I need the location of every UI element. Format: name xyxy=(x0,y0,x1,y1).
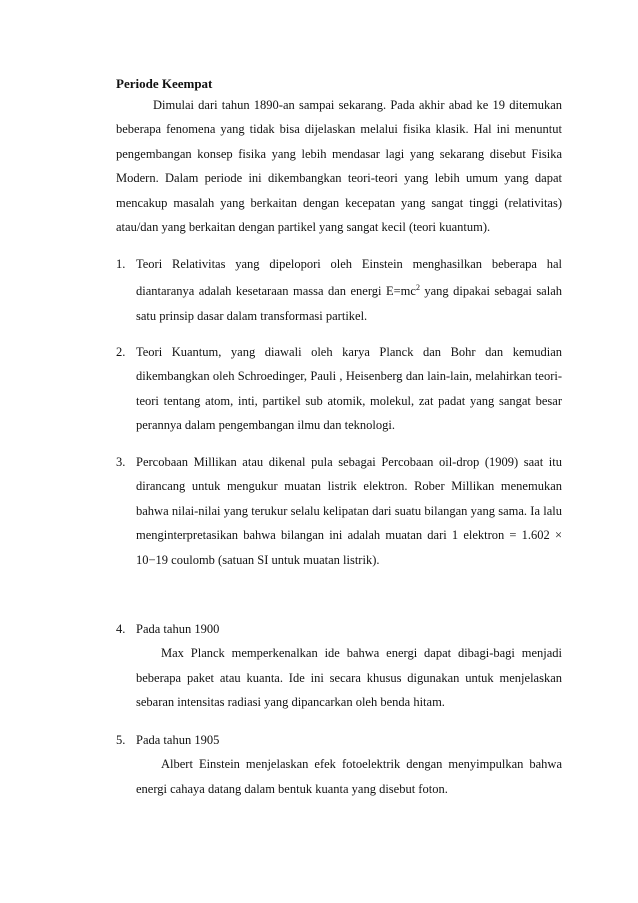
list-item-heading: Pada tahun 1900 xyxy=(136,622,220,636)
list-item xyxy=(116,450,562,572)
list-number: 2. xyxy=(116,345,126,359)
list-item-text: Max Planck memperkenalkan ide bahwa energi dapat dibagi-bagi menjadi beberapa paket atau kuanta. Ide ini secara khusus digunakan untuk menjelaskan sebaran intensitas radiasi yang dipancarkan oleh benda hitam. xyxy=(136,646,562,710)
list-number: 4. xyxy=(116,622,126,636)
list-item-text-part: yang dipakai sebagai salah satu prinsip dasar dalam transformasi partikel. xyxy=(136,284,562,323)
superscript: 2 xyxy=(415,283,420,293)
list-item xyxy=(116,617,562,715)
intro-paragraph: Dimulai dari tahun 1890-an sampai sekarang. Pada akhir abad ke 19 ditemukan beberapa fenomena yang tidak bisa dijelaskan melalui fisika klasik. Hal ini menuntut pengembangan konsep fisika yang lebih mendasar lagi yang sekarang disebut Fisika Modern. Dalam periode ini dikembangkan teori-teori yang lebih umum yang dapat mencakup masalah yang berkaitan dengan kecepatan yang sangat tinggi (relativitas) atau/dan yang berkaitan dengan partikel yang sangat kecil (teori kuantum). xyxy=(116,98,562,235)
section-heading: Periode Keempat xyxy=(116,76,213,91)
list-item-text-part: Teori Relativitas yang dipelopori oleh Einstein menghasilkan beberapa hal diantaranya adalah kesetaraan massa dan energi E=mc xyxy=(136,257,562,299)
list-item-heading: Pada tahun 1905 xyxy=(136,733,220,747)
list-number: 5. xyxy=(116,733,126,747)
list-item-text: Albert Einstein menjelaskan efek fotoelektrik dengan menyimpulkan bahwa energi cahaya datang dalam bentuk kuanta yang disebut foton. xyxy=(136,757,562,796)
list-number: 3. xyxy=(116,455,126,469)
list-item xyxy=(116,340,562,438)
list-item xyxy=(116,252,562,328)
list-item xyxy=(116,728,562,801)
list-item-text: Percobaan Millikan atau dikenal pula sebagai Percobaan oil-drop (1909) saat itu dirancang untuk mengukur muatan listrik elektron. Rober Millikan menemukan bahwa nilai-nilai yang terukur selalu kelipatan dari suatu bilangan yang sama. Ia lalu menginterpretasikan bahwa bilangan ini adalah muatan dari 1 elektron = 1.602 × 10−19 coulomb (satuan SI untuk muatan listrik). xyxy=(136,455,562,567)
list-item-text xyxy=(136,252,562,328)
list-number: 1. xyxy=(116,257,126,271)
list-item-text: Teori Kuantum, yang diawali oleh karya Planck dan Bohr dan kemudian dikembangkan oleh Schroedinger, Pauli , Heisenberg dan lain-lain, melahirkan teori-teori tentang atom, inti, partikel sub atomik, molekul, zat padat yang sangat besar perannya dalam pengembangan ilmu dan teknologi. xyxy=(136,345,562,433)
